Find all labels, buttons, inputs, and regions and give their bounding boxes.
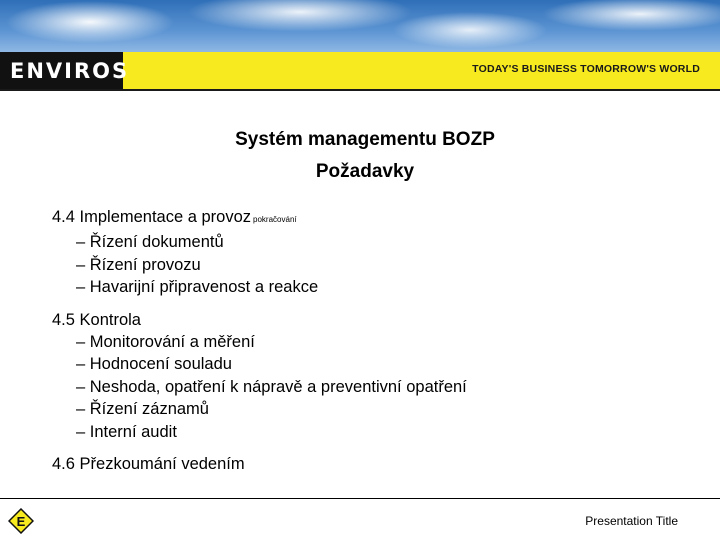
tagline: TODAY'S BUSINESS TOMORROW'S WORLD: [472, 63, 700, 75]
slide-title: [0, 124, 720, 188]
requirements-list: [52, 206, 692, 485]
section-4-5: [52, 309, 692, 444]
e-diamond-icon: [8, 508, 34, 534]
list-item: – Řízení provozu: [76, 255, 201, 274]
list-item: – Havarijní připravenost a reakce: [76, 278, 319, 296]
section-heading: [52, 206, 692, 231]
footer-divider: [0, 498, 720, 499]
brand-bar: [0, 52, 720, 91]
logo-text: ENVIROS: [10, 58, 130, 83]
list-item: – Hodnocení souladu: [76, 355, 232, 373]
list-item: – Řízení dokumentů: [76, 233, 224, 251]
svg-text:E: E: [16, 514, 26, 529]
section-4-4: [52, 206, 692, 299]
title-line-1: Systém managementu BOZP: [235, 129, 495, 150]
list-item: – Neshoda, opatření k nápravě a preventivní opatření: [76, 377, 467, 396]
section-4-6: [52, 453, 692, 475]
presentation-title: Presentation Title: [585, 514, 678, 528]
title-line-2: Požadavky: [315, 161, 415, 182]
sky-banner: [0, 0, 720, 52]
continuation-note: pokračování: [253, 215, 297, 224]
list-item: – Řízení záznamů: [76, 400, 209, 418]
section-heading: 4.6 Přezkoumání vedením: [52, 455, 245, 473]
section-heading: 4.5 Kontrola: [52, 310, 141, 329]
list-item: – Interní audit: [76, 422, 177, 441]
enviros-logo: [0, 52, 130, 89]
list-item: – Monitorování a měření: [76, 332, 255, 351]
section-heading-text: 4.4 Implementace a provoz: [52, 208, 252, 226]
